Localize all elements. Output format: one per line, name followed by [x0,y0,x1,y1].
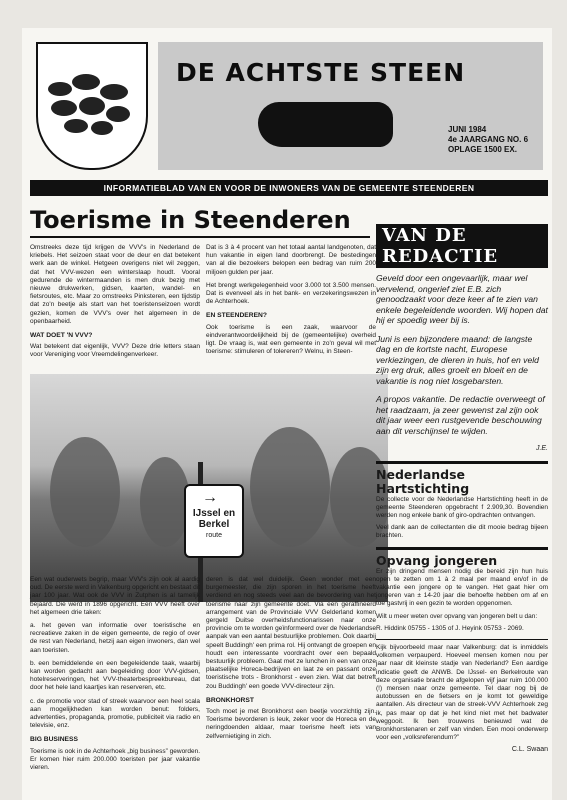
article-column-2 [206,244,376,361]
section-heading: WAT DOET 'N VVV? [30,332,93,340]
bottom-column-2 [206,576,376,746]
section-heading: EN STEENDEREN? [206,312,267,320]
sign-line: Berkel [198,519,230,530]
headline-rule [30,236,370,238]
road-sign-photo [30,374,388,602]
article-paragraph: Toerisme is ook in de Achterhoek „big business” geworden. Er komen hier ruim 200.000 toeristen per jaar vakantie vieren. [30,747,200,772]
article-paragraph: Ook toerisme is een zaak, waarvoor de eindverantwoordelijkheid bij de (gemeentelijke) overheid ligt. De vraag is, wat een gemeente in zo'n geval wil met toerisme: stimuleren of tolereren? Welnu, in Steen- [206,323,376,356]
issue-volume: 4e JAARGANG NO. 6 [448,135,529,144]
article-paragraph: Veel dank aan de collectanten die dit mooie bedrag bijeen brachten. [376,524,548,540]
letter-signature: C.L. Swaan [511,746,548,754]
sign-line: IJssel en [192,508,236,519]
issue-date: JUNI 1984 [448,125,487,134]
article-headline: Toerisme in Steenderen [30,206,351,234]
redactie-heading: VAN DE REDACTIE [376,224,548,268]
bottom-column-1 [30,576,200,777]
sign-label [190,508,238,530]
redactie-text [376,273,548,455]
section-heading: BRONKHORST [206,696,254,704]
list-item: c. de promotie voor stad of streek waarvoor een heel scala aan mogelijkheden kan worden benut: folders, advertenties, propaganda, promotie, publiciteit via radio en televisie, enz. [30,697,200,730]
article-paragraph: Toch moet je met Bronkhorst een beetje voorzichtig zijn. Toerisme bevorderen is leuk, zeker voor de Horeca en de neringdoenden aldaar, maar toerisme heeft iets van zelfvernietiging in zich. [206,708,376,740]
redactie-signature: J.E. [535,445,548,452]
issue-circulation: OPLAGE 1500 EX. [448,145,517,154]
redactie-paragraph: Geveld door een ongevaarlijk, maar wel vervelend, ongerief ziet E.B. zich genoodzaakt voor deze keer af te zien van enkele begeleidende woorden. Wij hopen dat hij er spoedig weer bij is. [376,273,548,325]
article-column-1 [30,244,200,365]
sign-route-label: route [206,532,222,539]
article-paragraph: Het brengt werkgelegenheid voor 3.000 tot 3.500 mensen. Dat is evenveel als in het bank- en verzekeringswezen in de Achterhoek. [206,281,376,306]
article-paragraph: deren is dat wel duidelijk. Geen wonder met een burgemeester, die zijn sporen in het toerisme heeft verdiend en nog steeds veel aan de bevordering van het toerisme naar zijn gemeente doet. Via een geraffineerd arrangement van de Provinciale VVV Gelderland komen gergeld Duitse overheidsfunctionarissen naar onze provincie om te worden geïnformeerd over de Nederlandse aanpak van een aantal bestuurlijke problemen. Ook daarbij speelt Buddingh' een prima rol. Hij ontvangt de groepen en houdt een interessante voordracht over een bepaald bestuurlijk probleem. Gaat met ze lunchen in een van onze plaatselijke Horeca-bedrijven en laat ze en passant onze toeristische trots - Bronkhorst - even zien. Wat dat betreft zou Buddingh' een goede VVV-directeur zijn. [206,576,376,690]
stone-logo-icon [258,102,393,147]
opvang-text [376,568,548,633]
masthead [30,34,548,174]
article-paragraph: Wilt u meer weten over opvang van jongeren belt u dan: [376,612,538,620]
subtitle-bar: INFORMATIEBLAD VAN EN VOOR DE INWONERS VAN DE GEMEENTE STEENDEREN [30,180,548,196]
article-paragraph: Wat betekent dat eigenlijk, VVV? Deze drie letters staan voor Vereniging voor Vreemdelingenverkeer. [30,343,200,359]
newspaper-title: DE ACHTSTE STEEN [176,58,466,87]
redactie-paragraph: A propos vakantie. De redactie overweegt of het raadzaam, ja zeer gewenst zal zijn ook dit jaar weer een rustgevende beschouwing aan dit verschijnsel te wijden. [376,394,545,436]
tree-shape [50,437,120,547]
divider [376,639,548,640]
letter-text [376,644,548,755]
article-paragraph: Kijk bijvoorbeeld maar naar Valkenburg: dat is inmiddels volkomen verpauperd. Hoeveel mensen komen nou per jaar naar dit kleinste stadje van Nederland? Een aardige indicatie geeft de ANWB. De IJssel- en Berkelroute van deze organisatie bracht de afgelopen vijf jaar ruim 100.000 (!) mensen naar onze gemeente. Tel daar nog bij de autobussen en de fietsers en je komt tot geweldige aantallen. Als directeur van de streek-VVV Achterhoek zeg ik, pas maar op dat je het kind niet met het badwater weggooit. Ik ben trouwens benieuwd wat de Bronkhorstenaren er zelf van vinden. Een mooi onderwerp voor een „volksreferendum?” [376,643,548,742]
tree-shape [250,427,330,547]
list-item: a. het geven van informatie over toeristische en recreatieve zaken in de eigen gemeente, de regio of over de rest van Nederland, hetzij aan eigen inwoners, dan wel aan toeristen. [30,622,200,654]
route-sign [184,484,244,558]
list-item: b. een bemiddelende en een begeleidende taak, waarbij kan worden gedacht aan begeleiding door VVV-gidsen, hotelreserveringen, het VVV-theaterbespreekbureau, dat door het hele land kaartjes kan reserveren, etc. [30,659,200,692]
opvang-title: Opvang jongeren [376,552,498,568]
newspaper-page [22,28,552,800]
coat-of-arms-icon [36,42,148,170]
contact-line: R. Hiddink 05755 - 1305 of J. Heyink 05753 - 2069. [376,624,524,632]
article-paragraph: Dat is 3 à 4 procent van het totaal aantal landgenoten, dat hun vakantie in eigen land doorbrengt. De bestedingen van al die bezoekers belopen een bedrag van ruim 200 miljoen gulden per jaar. [206,244,376,276]
arrow-right-icon: → [202,489,218,506]
issue-info [448,125,528,155]
article-paragraph: Een wat ouderwets begrip, maar VVV's zijn ook al aardig oud. De eerste werd in Valkenburg opgericht en bestaat dit jaar 100 jaar. Wat ook de VVV in Zutphen is al tamelijk bejaard. Die werd in 1896 opgericht. Een VVV heeft over het algemeen drie taken: [30,576,200,616]
article-paragraph: De collecte voor de Nederlandse Hartstichting heeft in de gemeente Steenderen opgebracht f 2.909,30. Bovendien werden nog enkele bank of giro-opdrachten ontvangen. [376,495,548,519]
hartstichting-text [376,496,548,541]
tree-shape [140,457,190,547]
article-paragraph: Er zijn dringend mensen nodig die bereid zijn hun huis open te zetten om 1 à 2 maal per maand en/of in de vakantie een jongere op te vangen. Het gaat hier om jongeren van ± 14-20 jaar die behoefte hebben om af en toe gastvrij in een gezin te worden opgenomen. [376,567,548,608]
article-paragraph: Omstreeks deze tijd krijgen de VVV's in Nederland de kriebels. Het seizoen staat voor de deur en dat betekent werk aan de winkel. Hetgeen overigens niet wil zeggen, dat het VVV-wezen een winterslaap houdt. Vooral gedurende de wintermaanden is men druk bezig met nieuwe drukwerken, gidsen, kaarten, wandel- en fietsroutes, etc. Maar zo omstreeks Pinksteren, een tijdstip dat zo'n beetje als start van het toeristenseizoen wordt gezien, komen de VVV's over het algemeen in de openbaarheid. [30,244,200,325]
redactie-paragraph: Juni is een bijzondere maand: de langste dag en de kortste nacht, Europese verkiezingen, de dieren in huis, hof en veld zijn erg druk, alles groeit en bloeit en de vakantie is nog niet losgebarsten. [376,333,539,386]
divider [376,547,548,550]
hartstichting-title: Nederlandse Hartstichting [376,466,470,496]
sidebar [376,224,548,755]
section-heading: BIG BUSINESS [30,736,78,744]
title-panel [158,42,543,170]
divider [376,461,548,464]
